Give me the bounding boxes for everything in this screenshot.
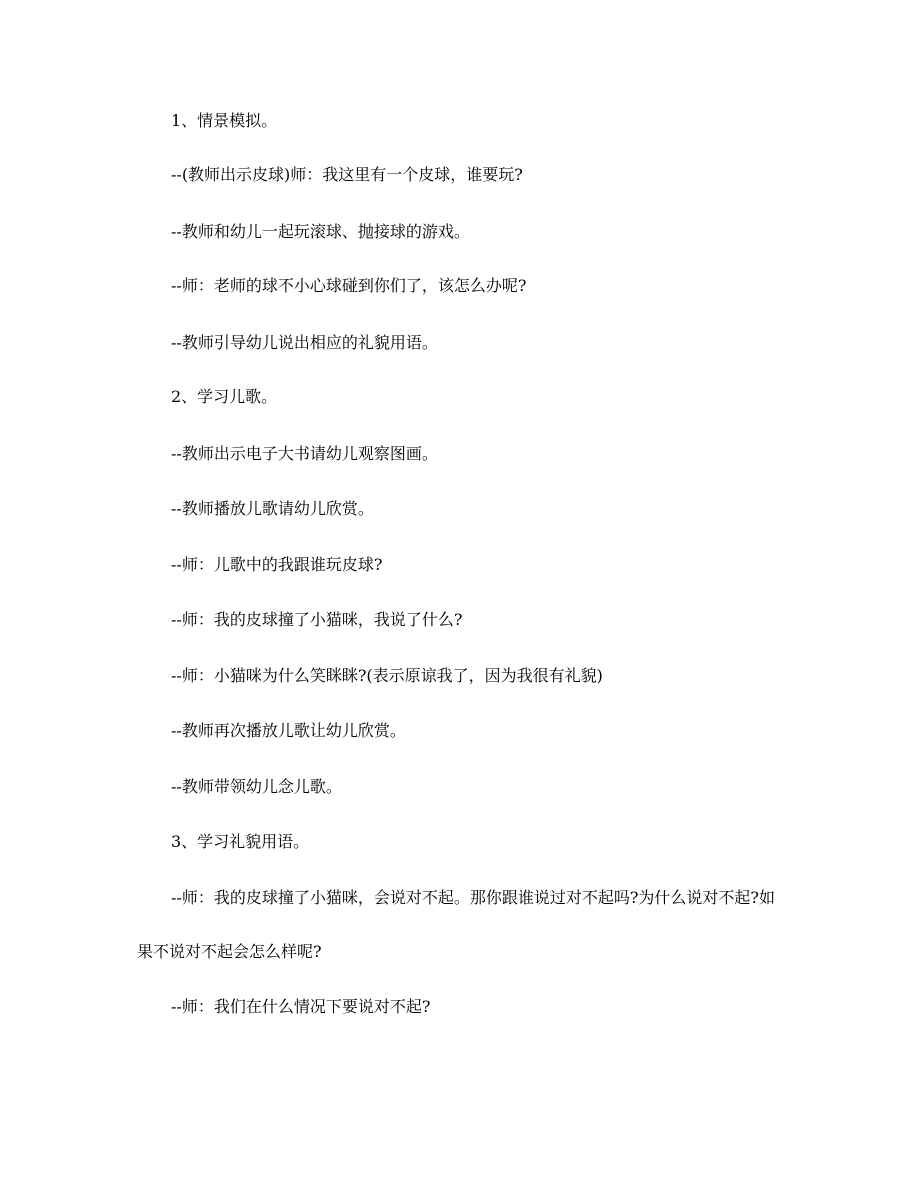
- heading-learn-nursery-rhyme: 2、学习儿歌。: [171, 387, 278, 406]
- paragraph: --教师和幼儿一起玩滚球、抛接球的游戏。: [171, 222, 470, 241]
- paragraph: --师：我的皮球撞了小猫咪，我说了什么?: [171, 610, 463, 629]
- paragraph: --教师再次播放儿歌让幼儿欣赏。: [171, 721, 406, 740]
- paragraph: --师：老师的球不小心球碰到你们了，该怎么办呢?: [171, 276, 527, 295]
- paragraph: --教师播放儿歌请幼儿欣赏。: [171, 499, 374, 518]
- paragraph: --教师出示电子大书请幼儿观察图画。: [171, 444, 438, 463]
- paragraph: --师：我们在什么情况下要说对不起?: [171, 997, 431, 1016]
- paragraph: --教师带领幼儿念儿歌。: [171, 777, 342, 796]
- paragraph: --师：儿歌中的我跟谁玩皮球?: [171, 555, 383, 574]
- paragraph: --教师引导幼儿说出相应的礼貌用语。: [171, 333, 438, 352]
- paragraph: --师：我的皮球撞了小猫咪，会说对不起。那你跟谁说过对不起吗?为什么说对不起?如果不说对不起会怎么样呢?: [137, 888, 775, 961]
- heading-scenario-simulation: 1、情景模拟。: [171, 111, 278, 130]
- heading-learn-polite-phrases: 3、学习礼貌用语。: [171, 832, 310, 851]
- paragraph: --(教师出示皮球)师：我这里有一个皮球，谁要玩?: [171, 165, 523, 184]
- paragraph: --师：小猫咪为什么笑眯眯?(表示原谅我了，因为我很有礼貌): [171, 666, 603, 685]
